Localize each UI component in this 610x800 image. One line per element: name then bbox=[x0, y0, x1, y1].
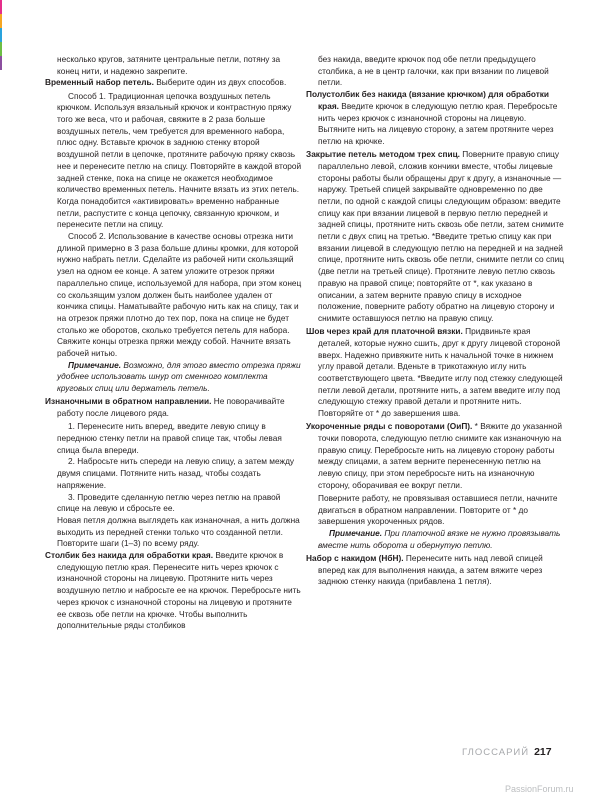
entry-three-needle-bindoff bbox=[306, 149, 564, 325]
watermark: PassionForum.ru bbox=[505, 784, 574, 794]
note-label: Примечание. bbox=[68, 359, 122, 370]
entry-lead: Выберите один из двух способов. bbox=[156, 77, 287, 88]
right-column bbox=[306, 54, 564, 590]
note-temporary bbox=[45, 360, 302, 395]
entry-title: Полустолбик без накида (вязание крючком) для обработки края. bbox=[306, 89, 550, 111]
entry-title: Набор с накидом (НбН). bbox=[306, 553, 404, 564]
page-footer bbox=[462, 746, 552, 758]
entry-body: Введите крючок в следующую петлю края. Перенесите нить через крючок с изнаночной стороны на лицевую. Протяните нить через воздушную петлю и набросьте ее на крючок. Перебросьте нить через крючок с изнаночной стороны на лицевую и протяните ее сквозь обе петли на крючке. Чтобы выполнить дополнительные ряды столбиков bbox=[57, 550, 301, 631]
entry-body: * Вяжите до указанной точки поворота, следующую петлю снимите как изнаночную на правую спицу. Перебросьте нить на лицевую сторону работы между спицами, а затем верните перенесенную петлю на левую спицу, при этом перебросьте нить на изнаночную сторону, оборачивая ее вокруг петли. bbox=[318, 421, 563, 490]
method-2: Способ 2. Использование в качестве основы отрезка нити длиной примерно в 3 раза больше длины кромки, для которой нужно набрать петли. Сделайте из рабочей нити скользящий узел на одном ее конце. А затем уложите отрезок пряжи параллельно спице, используемой для набора, при этом конец со скользящим узлом должен быть наиболее удален от кончика спицы. Наматывайте рабочую нить как на спицу, так и на отрезок пряжи плотно до тех пор, пока на спице не будет столько же оборотов, сколько требуется петель для набора. Свяжите концы отрезка пряжи между собой. Начните вязать рабочей нитью. bbox=[57, 231, 302, 359]
method-1: Способ 1. Традиционная цепочка воздушных петель крючком. Используя вязальный крючок и контрастную пряжу того же веса, что и рабочая, свяжите в 2 раза больше воздушных петель, чем требуется для временного набора, плюс одну. Вставьте крючок в заднюю стенку второй воздушной петли в цепочке, протяните рабочую пряжу сквозь нее и перенесите петлю на спицу. Повторяйте в каждой второй задней стенке, пока на спице не окажется необходимое количество временных петель. Начните вязать из этих петель. Когда понадобится «активировать» временно набранные петли, распустите с конца цепочку, связанную крючком, и перенесите петли на спицу. bbox=[57, 90, 302, 230]
edge-mark bbox=[0, 56, 2, 70]
intro-continued: несколько кругов, затяните центральные петли, потяну за конец нити, и надежно закрепите. bbox=[57, 54, 281, 76]
step-1: 1. Перенесите нить вперед, введите левую спицу в переднюю стенку петли на правой спице так, чтобы левая спица была впереди. bbox=[57, 421, 282, 455]
color-edge-marks bbox=[0, 0, 2, 70]
entry-body: Введите крючок в следующую петлю края. Перебросьте нить через крючок с изнаночной стороны на лицевую. Вытяните нить на лицевую сторону, а затем протяните через петлю на крючке. bbox=[318, 100, 558, 146]
entry-lead: Не поворачивайте работу после лицевого ряда. bbox=[57, 396, 285, 419]
edge-mark bbox=[0, 0, 2, 14]
step-3: 3. Проведите сделанную петлю через петлю на правой спице на левую и сбросьте ее. bbox=[57, 491, 281, 514]
edge-mark bbox=[0, 42, 2, 56]
note-short-rows bbox=[306, 528, 564, 551]
entry-title: Закрытие петель методом трех спиц. bbox=[306, 149, 460, 160]
entry-purl-backwards bbox=[45, 396, 302, 419]
entry-short-rows bbox=[306, 421, 564, 491]
entry-title: Временный набор петель. bbox=[45, 77, 154, 88]
result-text: Новая петля должна выглядеть как изнаночная, а нить должна выходить из передней стенки только что созданной петли. bbox=[57, 514, 300, 537]
entry-body: Придвиньте края деталей, которые нужно сшить, друг к другу лицевой стороной вверх. Надежно привяжите нить к начальной точке в нижнем углу правой детали. Вденьте в трикотажную иглу нить соответствующего цвета. *Введите иглу под стежку следующей петли левой детали, протяните нить, а затем введите иглу под следующую стежку правой детали и протяните нить. Повторяйте от * до завершения шва. bbox=[318, 326, 563, 419]
repeat-text: Повторите шаги (1–3) по всему ряду. bbox=[57, 538, 200, 549]
step-2: 2. Набросьте нить спереди на левую спицу, а затем между двумя спицами. Потяните нить назад, чтобы создать напряжение. bbox=[57, 456, 295, 490]
edge-mark bbox=[0, 14, 2, 28]
continued-text: без накида, введите крючок под обе петли предыдущего столбика, а не в центр галочки, как при вязании по лицевой петли. bbox=[318, 54, 549, 88]
entry-title: Столбик без накида для обработки края. bbox=[45, 550, 214, 561]
left-column bbox=[45, 54, 302, 633]
entry-temporary-cast-on bbox=[45, 77, 302, 89]
page-number: 217 bbox=[534, 746, 552, 758]
note-text: При платочной вязке не нужно провязывать вместе нить оборота и обернутую петлю. bbox=[318, 528, 561, 550]
entry-mattress-seam bbox=[306, 326, 564, 420]
note-text: Возможно, для этого вместо отрезка пряжи удобнее использовать шнур от сменного комплекта круговых спиц или держатель петель. bbox=[57, 359, 301, 394]
entry-single-crochet-edge bbox=[45, 550, 302, 632]
note-label: Примечание. bbox=[329, 528, 383, 539]
entry-body: Перенесите нить над левой спицей вперед как для выполнения накида, а затем вяжите через заднюю стенку накида (прибавлена 1 петля). bbox=[318, 553, 543, 587]
entry-title: Укороченные ряды с поворотами (ОиП). bbox=[306, 421, 473, 432]
short-rows-after: Поверните работу, не провязывая оставшиеся петли, начните двигаться в обратном направлении. Повторите от * до завершения укороченных рядов. bbox=[318, 493, 558, 527]
entry-body: Поверните правую спицу параллельно левой, сложив кончики вместе, чтобы лицевые стороны работы были обращены друг к другу, а изнаночные — наружу. Третьей спицей закрывайте одновременно по две петли, по одной с каждой спицы следующим образом: введите спицу как при вязании лицевой в первую петлю передней и задней спицы, протяните нить сквозь обе петли, затем снимите петли с двух спиц на третью. *Введите третью спицу как при вязании лицевой в следующую петлю на передней и на задней спице, протяните нить сквозь обе петли, снимите петли со спиц (две петли на третьей спице). Протяните левую петлю сквозь правую на правой спице; повторяйте от *, как указано в описании, а затем верните правую спицу в исходное положение, поверните работу обратно на лицевую сторону и снимите оставшуюся петлю на правую спицу. bbox=[318, 149, 565, 323]
entry-half-crochet-edge bbox=[306, 89, 564, 148]
section-name: ГЛОССАРИЙ bbox=[462, 747, 530, 758]
entry-yarn-over-cast-on bbox=[306, 553, 564, 588]
edge-mark bbox=[0, 28, 2, 42]
entry-title: Изнаночными в обратном направлении. bbox=[45, 396, 212, 407]
entry-title: Шов через край для платочной вязки. bbox=[306, 326, 463, 337]
